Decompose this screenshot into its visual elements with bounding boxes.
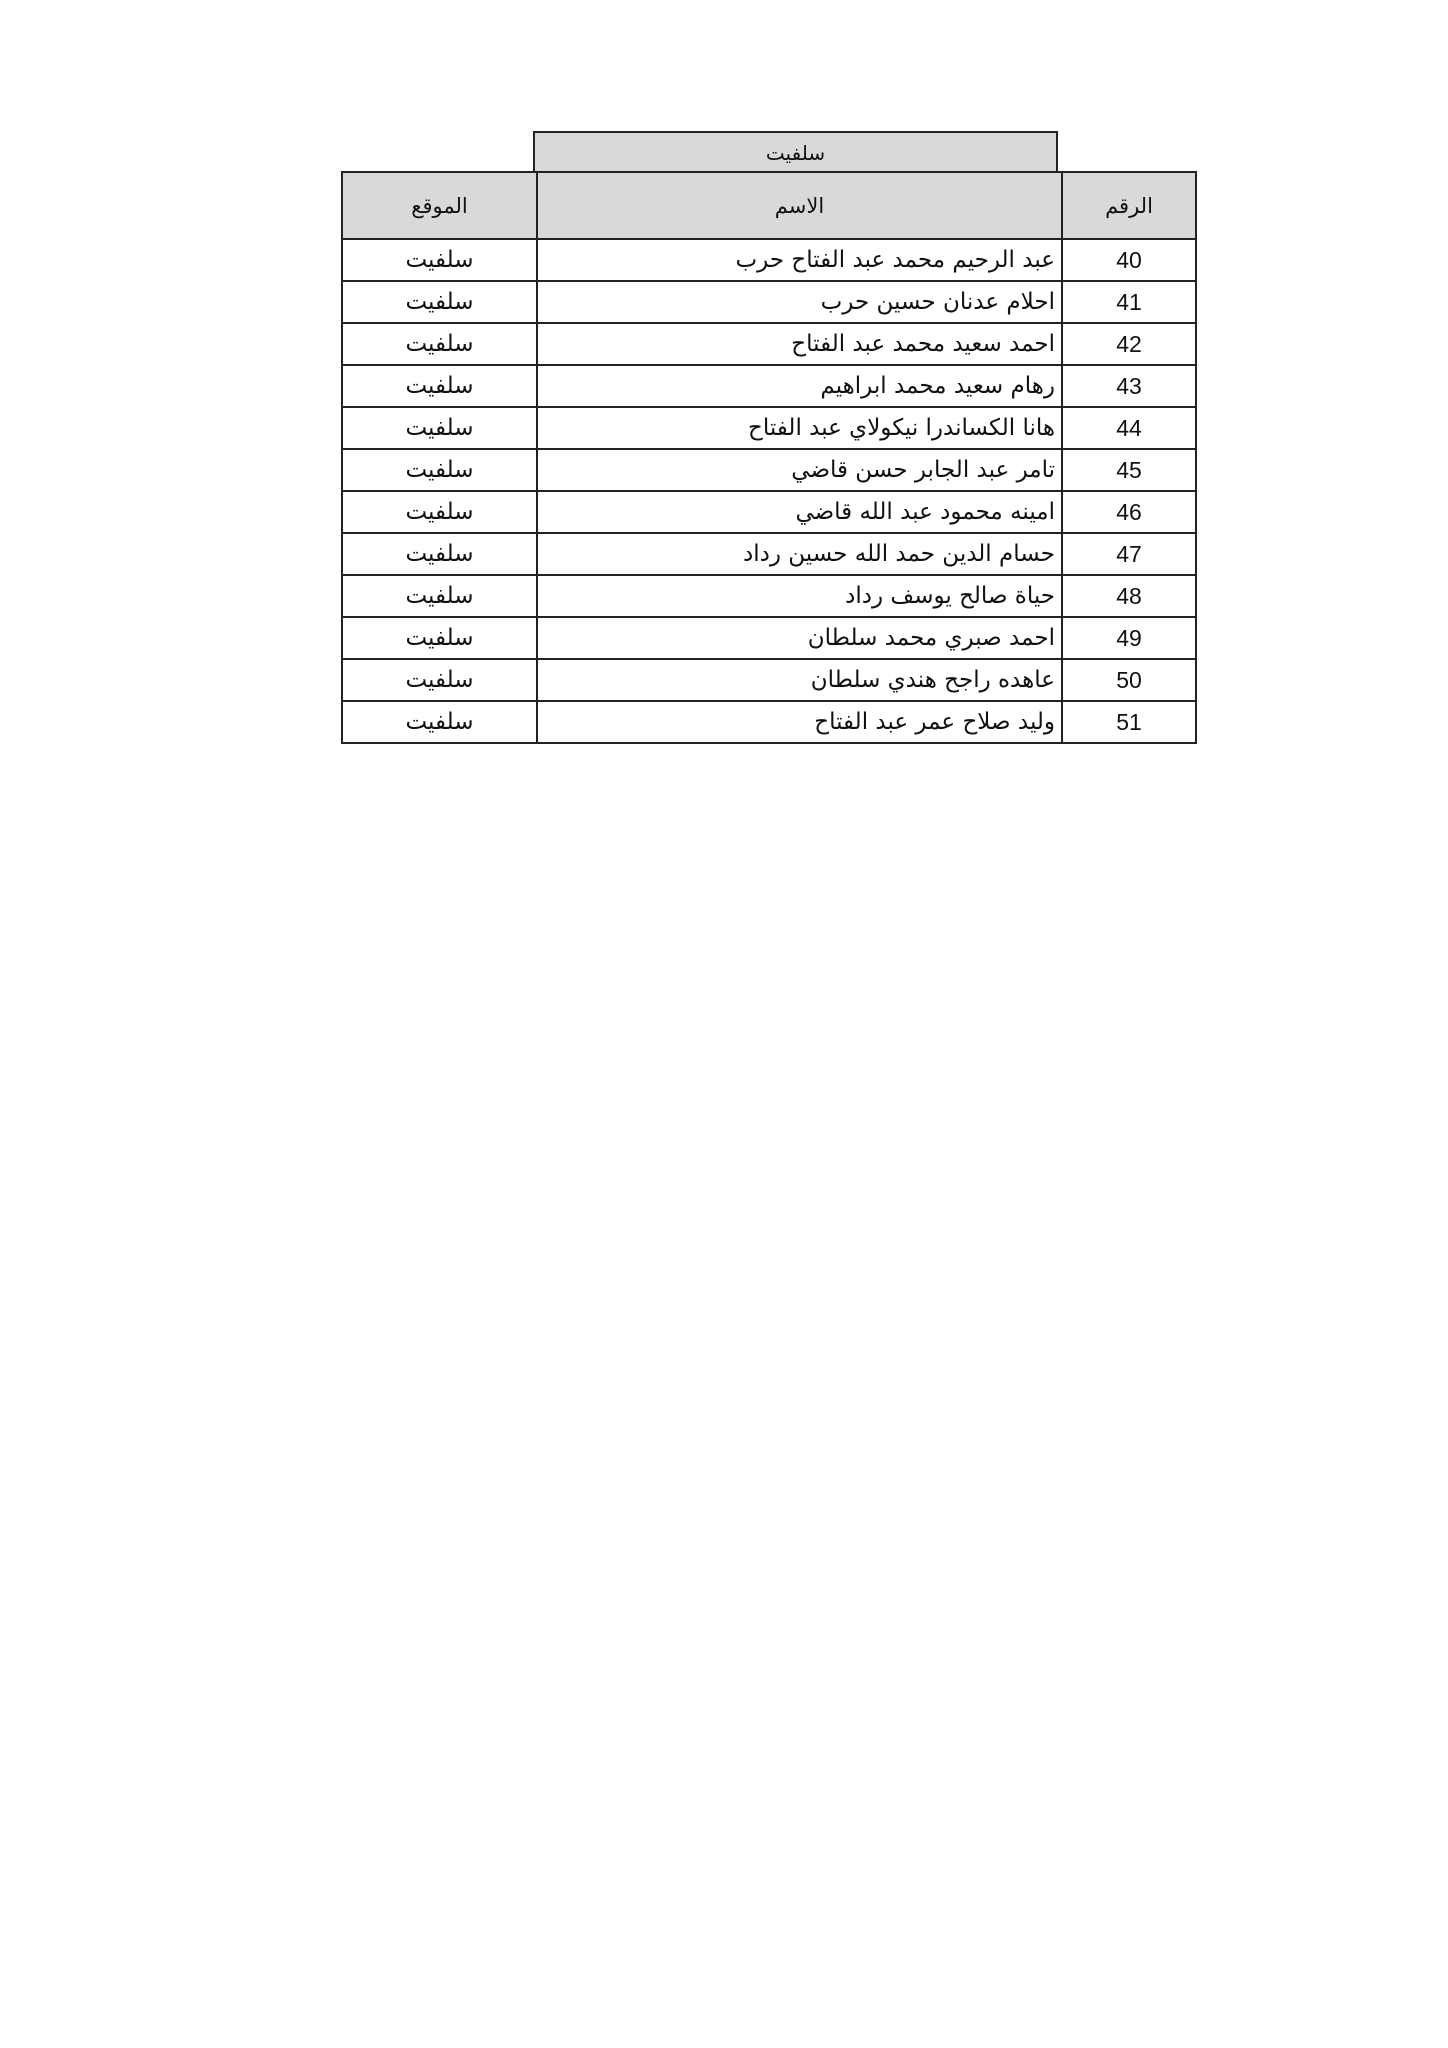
row-number: 51 [1062,701,1196,743]
row-location: سلفيت [342,449,537,491]
table-row [342,281,1196,323]
table-row [342,617,1196,659]
row-location: سلفيت [342,323,537,365]
table-row [342,239,1196,281]
row-name: حياة صالح يوسف رداد [537,575,1062,617]
table-row [342,491,1196,533]
row-number: 40 [1062,239,1196,281]
row-name: عاهده راجح هندي سلطان [537,659,1062,701]
row-location: سلفيت [342,407,537,449]
table-row [342,323,1196,365]
row-number: 42 [1062,323,1196,365]
row-name: وليد صلاح عمر عبد الفتاح [537,701,1062,743]
row-number: 46 [1062,491,1196,533]
row-number: 43 [1062,365,1196,407]
row-number: 47 [1062,533,1196,575]
table-caption: سلفيت [533,131,1058,171]
row-number: 44 [1062,407,1196,449]
table-row [342,449,1196,491]
row-location: سلفيت [342,365,537,407]
row-location: سلفيت [342,659,537,701]
header-row [342,172,1196,239]
table-body [342,239,1196,743]
table-row [342,407,1196,449]
row-location: سلفيت [342,491,537,533]
row-name: تامر عبد الجابر حسن قاضي [537,449,1062,491]
row-name: احمد سعيد محمد عبد الفتاح [537,323,1062,365]
row-location: سلفيت [342,281,537,323]
header-name: الاسم [537,172,1062,239]
table-row [342,659,1196,701]
row-location: سلفيت [342,701,537,743]
header-location: الموقع [342,172,537,239]
row-number: 50 [1062,659,1196,701]
row-location: سلفيت [342,239,537,281]
row-name: امينه محمود عبد الله قاضي [537,491,1062,533]
table-row [342,575,1196,617]
row-name: احلام عدنان حسين حرب [537,281,1062,323]
table-row [342,533,1196,575]
row-name: رهام سعيد محمد ابراهيم [537,365,1062,407]
roster-table [341,171,1197,744]
row-number: 45 [1062,449,1196,491]
table-row [342,701,1196,743]
row-location: سلفيت [342,617,537,659]
row-location: سلفيت [342,533,537,575]
row-name: هانا الكساندرا نيكولاي عبد الفتاح [537,407,1062,449]
row-number: 49 [1062,617,1196,659]
row-number: 41 [1062,281,1196,323]
row-location: سلفيت [342,575,537,617]
header-number: الرقم [1062,172,1196,239]
row-name: حسام الدين حمد الله حسين رداد [537,533,1062,575]
row-name: عبد الرحيم محمد عبد الفتاح حرب [537,239,1062,281]
table-row [342,365,1196,407]
row-name: احمد صبري محمد سلطان [537,617,1062,659]
row-number: 48 [1062,575,1196,617]
